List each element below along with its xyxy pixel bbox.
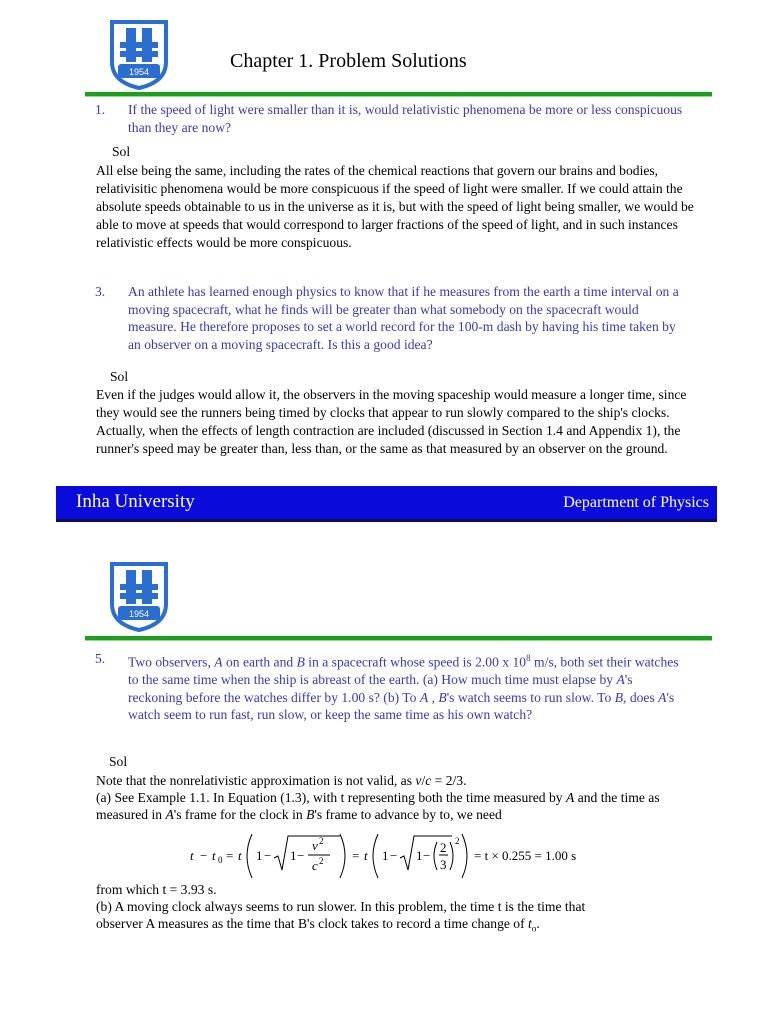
question-number: 3.: [95, 284, 106, 299]
question-text: If the speed of light were smaller than it is, would relativistic phenomena be more or less conspicuous than they are now?: [128, 102, 683, 135]
svg-text:v: v: [312, 838, 318, 853]
solution-text: Even if the judges would allow it, the observers in the moving spaceship would measure a longer time, since they would see the runners being timed by clocks that appear to run slowly compared to the ship's clocks. Actually, when the effects of length contraction are included (discussed in Section 1.4 and Appendix 1), the runner's speed may be greater than, less than, or the same as that measured by an observer on the ground.: [96, 387, 687, 456]
page-title: Chapter 1. Problem Solutions: [230, 50, 467, 72]
svg-text:−: −: [297, 848, 305, 863]
svg-text:2: 2: [319, 856, 324, 866]
solution-line-4: (b) A moving clock always seems to run slower. In this problem, the time t is the time that: [96, 899, 586, 914]
svg-text:2: 2: [319, 836, 324, 846]
sol-label: Sol: [112, 144, 131, 159]
svg-text:t: t: [364, 848, 368, 863]
svg-text:0: 0: [218, 855, 223, 865]
svg-text:1: 1: [256, 848, 263, 863]
question-3: [95, 283, 685, 353]
svg-text:t: t: [190, 848, 194, 863]
svg-text:=: =: [226, 848, 234, 863]
svg-text:1: 1: [416, 848, 423, 863]
logo-year: 1954: [128, 609, 150, 619]
svg-text:−: −: [390, 848, 398, 863]
svg-text:−: −: [423, 848, 431, 863]
divider: [85, 636, 712, 640]
svg-text:3: 3: [440, 857, 447, 872]
solution-line-5: observer A measures as the time that B's clock takes to record a time change of $t_o$.: [96, 916, 540, 934]
svg-text:t: t: [212, 848, 216, 863]
equation-result: = t × 0.255 = 1.00 s: [474, 848, 577, 863]
question-text: An athlete has learned enough physics to know that if he measures from the earth a time interval on a moving spacecraft, what he finds will be greater than what somebody on the spacecraft would measure. He therefore proposes to set a world record for the 100-m dash by having his time taken by an observer on a moving spacecraft. Is this a good idea?: [128, 284, 679, 352]
question-number: 1.: [95, 102, 106, 117]
svg-text:1: 1: [382, 848, 389, 863]
footer-bar: [56, 486, 717, 522]
svg-text:2: 2: [440, 840, 447, 855]
svg-text:c: c: [312, 858, 318, 873]
question-text: Two observers, A on earth and B in a spacecraft whose speed is 2.00 x $10^8$ m/s, both set their watches to the same time when the ship is abreast of the earth. (a) How much time must elapse by A's reckoning before the watches differ by 1.00 s? (b) To A , B's watch seems to run slow. To B, does A's watch seem to run fast, run slow, or keep the same time as his own watch?: [128, 653, 679, 723]
svg-text:−: −: [200, 848, 208, 863]
solution-line-2: (a) See Example 1.1. In Equation (1.3), with t representing both the time measured by A and the time as measured in A's frame for the clock in B's frame to advance by to, we need: [96, 790, 660, 822]
sol-label: Sol: [110, 369, 129, 384]
svg-text:1: 1: [290, 848, 297, 863]
university-logo: [108, 18, 170, 90]
question-5: [95, 650, 685, 724]
solution-text: All else being the same, including the rates of the chemical reactions that govern our brains and bodies, relativisitic phenomena would be more conspicuous if the speed of light were smaller. If we could attain the absolute speeds obtainable to us in the universe as it is, but with the speed of light being smaller, we would be able to move at speeds that would correspond to larger fractions of the speed of light, and in such instances relativistic effects would be more conspicuous.: [96, 163, 694, 250]
footer-department: Department of Physics: [563, 494, 709, 511]
university-logo: [108, 560, 170, 632]
question-1: [95, 101, 685, 136]
question-number: 5.: [95, 651, 106, 666]
svg-text:t: t: [238, 848, 242, 863]
sol-label: Sol: [109, 754, 128, 769]
svg-text:−: −: [264, 848, 272, 863]
footer-university: Inha University: [76, 491, 195, 512]
svg-text:=: =: [352, 848, 360, 863]
svg-text:2: 2: [455, 836, 460, 846]
divider: [85, 92, 712, 96]
solution-line-3: from which t = 3.93 s.: [96, 882, 217, 897]
solution-line-1: Note that the nonrelativistic approximation is not valid, as v/c = 2/3.: [96, 773, 467, 788]
logo-year: 1954: [128, 67, 150, 77]
equation: [190, 830, 590, 882]
